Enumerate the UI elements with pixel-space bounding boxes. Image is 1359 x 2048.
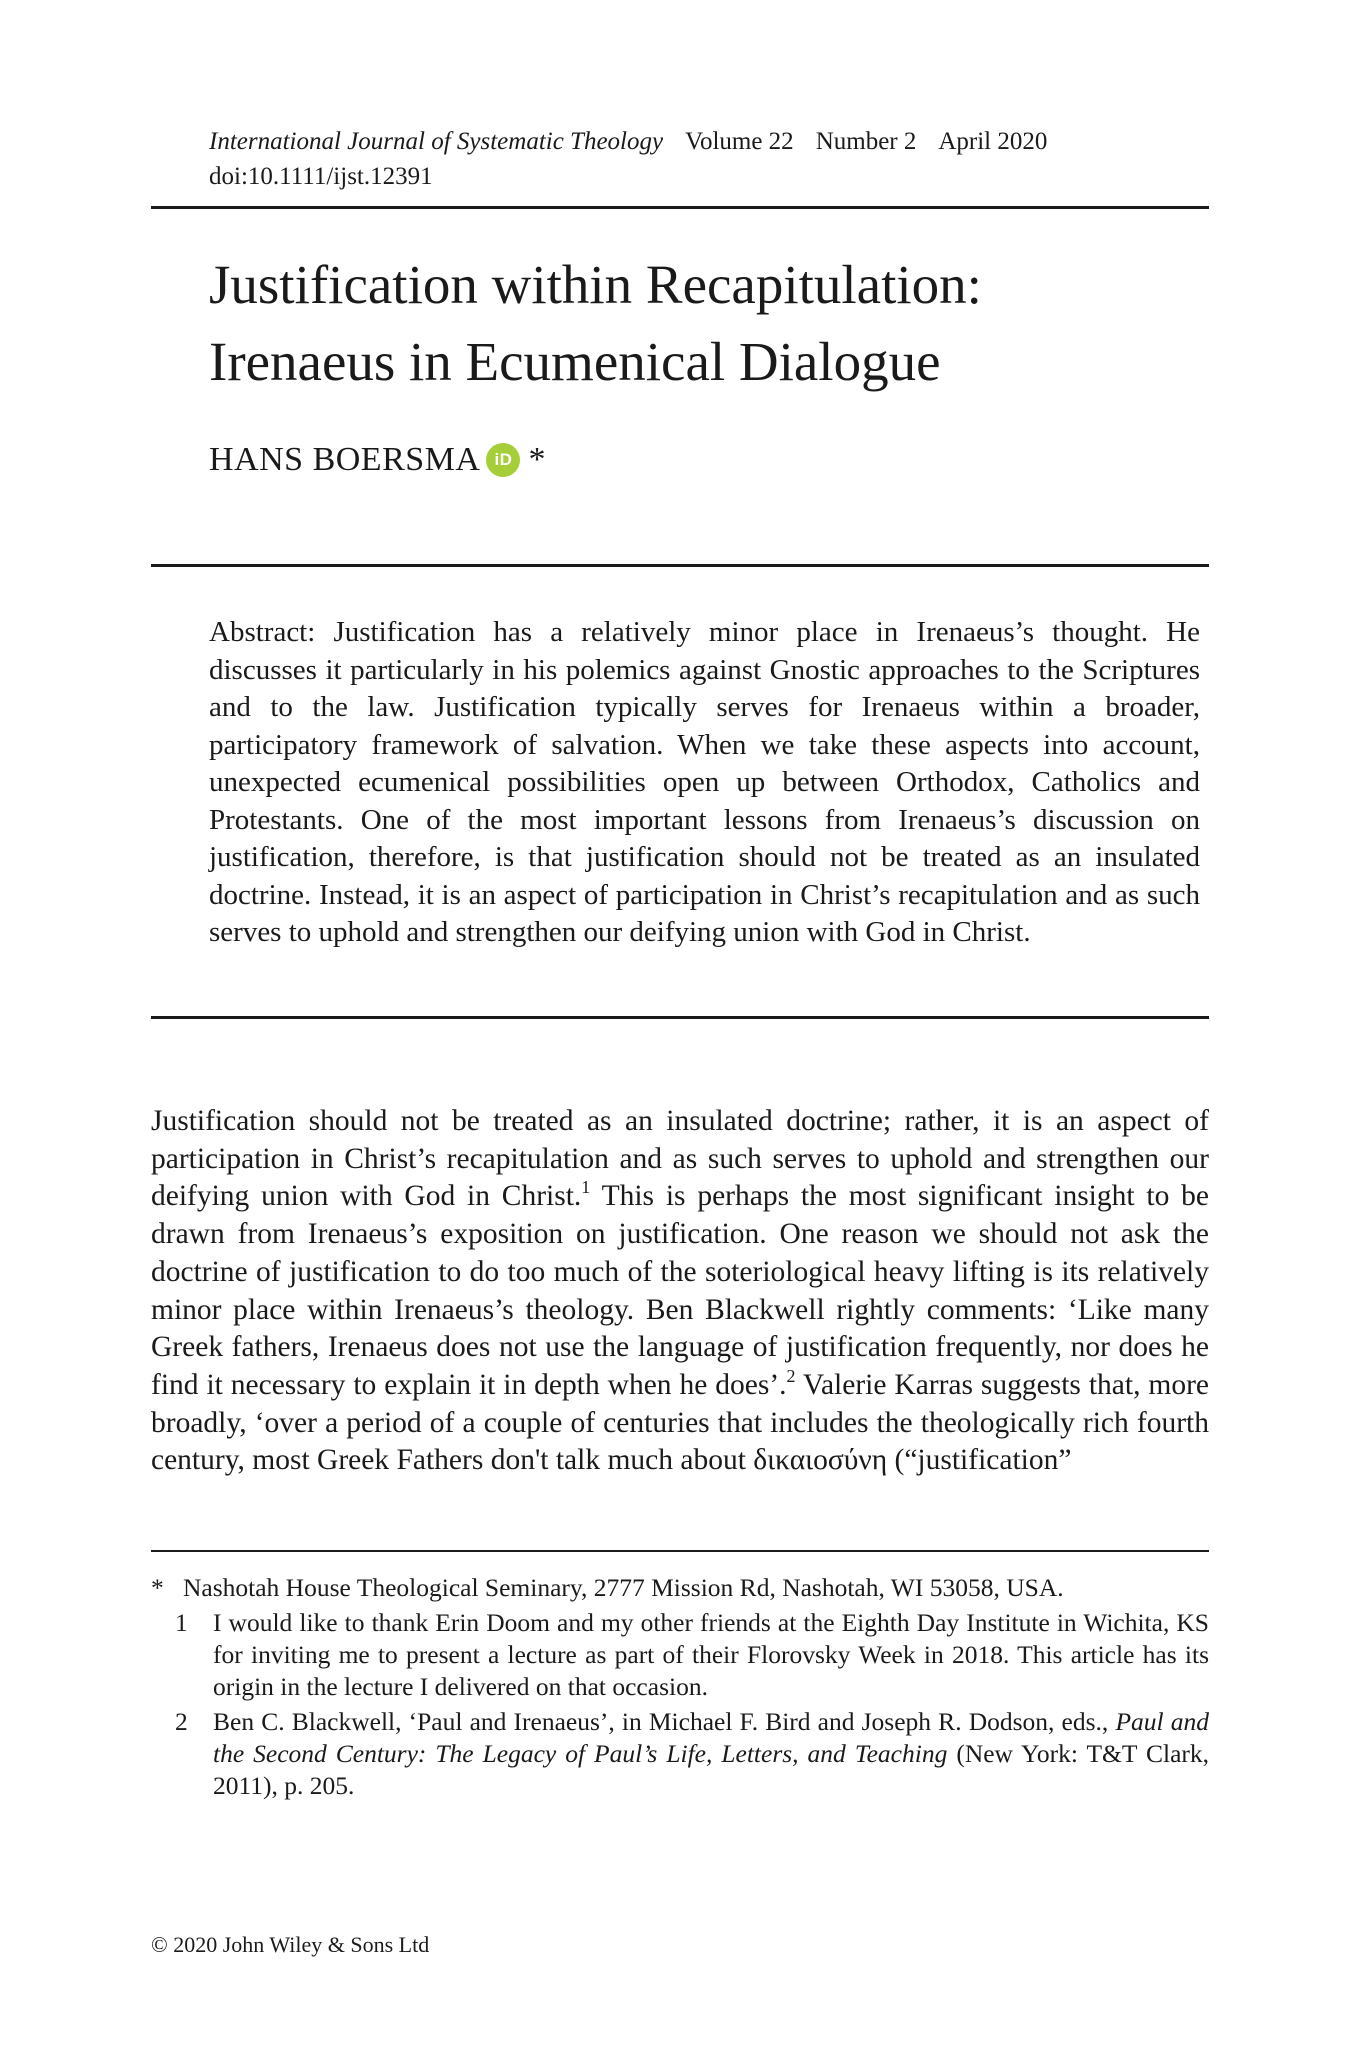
footnote-star-text: Nashotah House Theological Seminary, 2777 Mission Rd, Nashotah, WI 53058, USA. [183, 1573, 1064, 1602]
footnote-1 [151, 1607, 1209, 1703]
issue-date: April 2020 [938, 128, 1048, 155]
doi: doi:10.1111/ijst.12391 [209, 163, 433, 190]
author-line [209, 438, 546, 482]
abstract-top-rule [151, 564, 1209, 567]
footnote-2 [151, 1706, 1209, 1802]
footnote-1-mark: 1 [175, 1608, 188, 1637]
abstract-text: Abstract: Justification has a relatively minor place in Irenaeus’s thought. He discusses it particularly in his polemics against Gnostic approaches to the Scriptures and to the law. Justification typically serves for Irenaeus within a broader, participatory framework of salvation. When we take these aspects into account, unexpected ecumenical possibilities open up between Orthodox, Catholics and Protestants. One of the most important lessons from Irenaeus’s discussion on justification, therefore, is that justification should not be treated as an insulated doctrine. Instead, it is an aspect of participation in Christ’s recapitulation and as such serves to uphold and strengthen our deifying union with God in Christ. [209, 616, 1200, 948]
footnote-ref-2[interactable]: 2 [786, 1365, 796, 1386]
footnote-ref-1[interactable]: 1 [581, 1177, 591, 1198]
footnote-1-text: I would like to thank Erin Doom and my other friends at the Eighth Day Institute in Wichita, KS for inviting me to present a lecture as part of their Florovsky Week in 2018. This article has its origin in the lecture I delivered on that occasion. [213, 1608, 1209, 1701]
title-line-1: Justification within Recapitulation: [209, 254, 982, 315]
body-text [151, 1103, 1209, 1480]
title-line-2: Irenaeus in Ecumenical Dialogue [209, 331, 941, 392]
footnote-star-mark: * [151, 1573, 164, 1602]
footnote-author-affiliation [151, 1572, 1209, 1604]
body-text-part-3: Valerie Karras suggests that, more broadly, ‘over a period of a couple of centuries that includes the theologically rich fourth century, most Greek Fathers don't talk much about δικαιοσύνη (“justification” [151, 1368, 1209, 1477]
footnote-rule [151, 1550, 1209, 1552]
abstract [209, 614, 1200, 952]
author-footnote-mark: * [528, 441, 546, 478]
body-text-part-1: Justification should not be treated as an insulated doctrine; rather, it is an aspect of participation in Christ’s recapitulation and as such serves to uphold and strengthen our deifying union with God in Christ. [151, 1105, 1209, 1213]
header-rule [151, 206, 1209, 209]
volume: Volume 22 [685, 128, 794, 155]
body-text-part-2: This is perhaps the most significant insight to be drawn from Irenaeus’s exposition on justification. One reason we should not ask the doctrine of justification to do too much of the soteriological heavy lifting is its relatively minor place within Irenaeus’s theology. Ben Blackwell rightly comments: ‘Like many Greek fathers, Irenaeus does not use the language of justification frequently, nor does he find it necessary to explain it in depth when he does’. [151, 1180, 1209, 1401]
body-paragraph [151, 1103, 1209, 1480]
footnote-2-text: Ben C. Blackwell, ‘Paul and Irenaeus’, in Michael F. Bird and Joseph R. Dodson, eds., [213, 1707, 1116, 1736]
copyright-notice: © 2020 John Wiley & Sons Ltd [151, 1932, 430, 1957]
footnote-2-book-title: Paul and the Second Century: The Legacy of Paul’s Life, Letters, and Teaching [213, 1707, 1209, 1768]
article-title [209, 246, 1209, 400]
issue-number: Number 2 [815, 128, 917, 155]
footnotes [151, 1572, 1209, 1805]
footnote-2-mark: 2 [175, 1707, 188, 1736]
abstract-bottom-rule [151, 1016, 1209, 1019]
running-header [209, 124, 1209, 194]
orcid-icon[interactable]: iD [486, 443, 520, 477]
journal-name: International Journal of Systematic Theology [209, 128, 664, 155]
footnote-2-publication: (New York: T&T Clark, 2011), p. 205. [213, 1739, 1209, 1800]
author-name: HANS BOERSMA [209, 441, 481, 478]
